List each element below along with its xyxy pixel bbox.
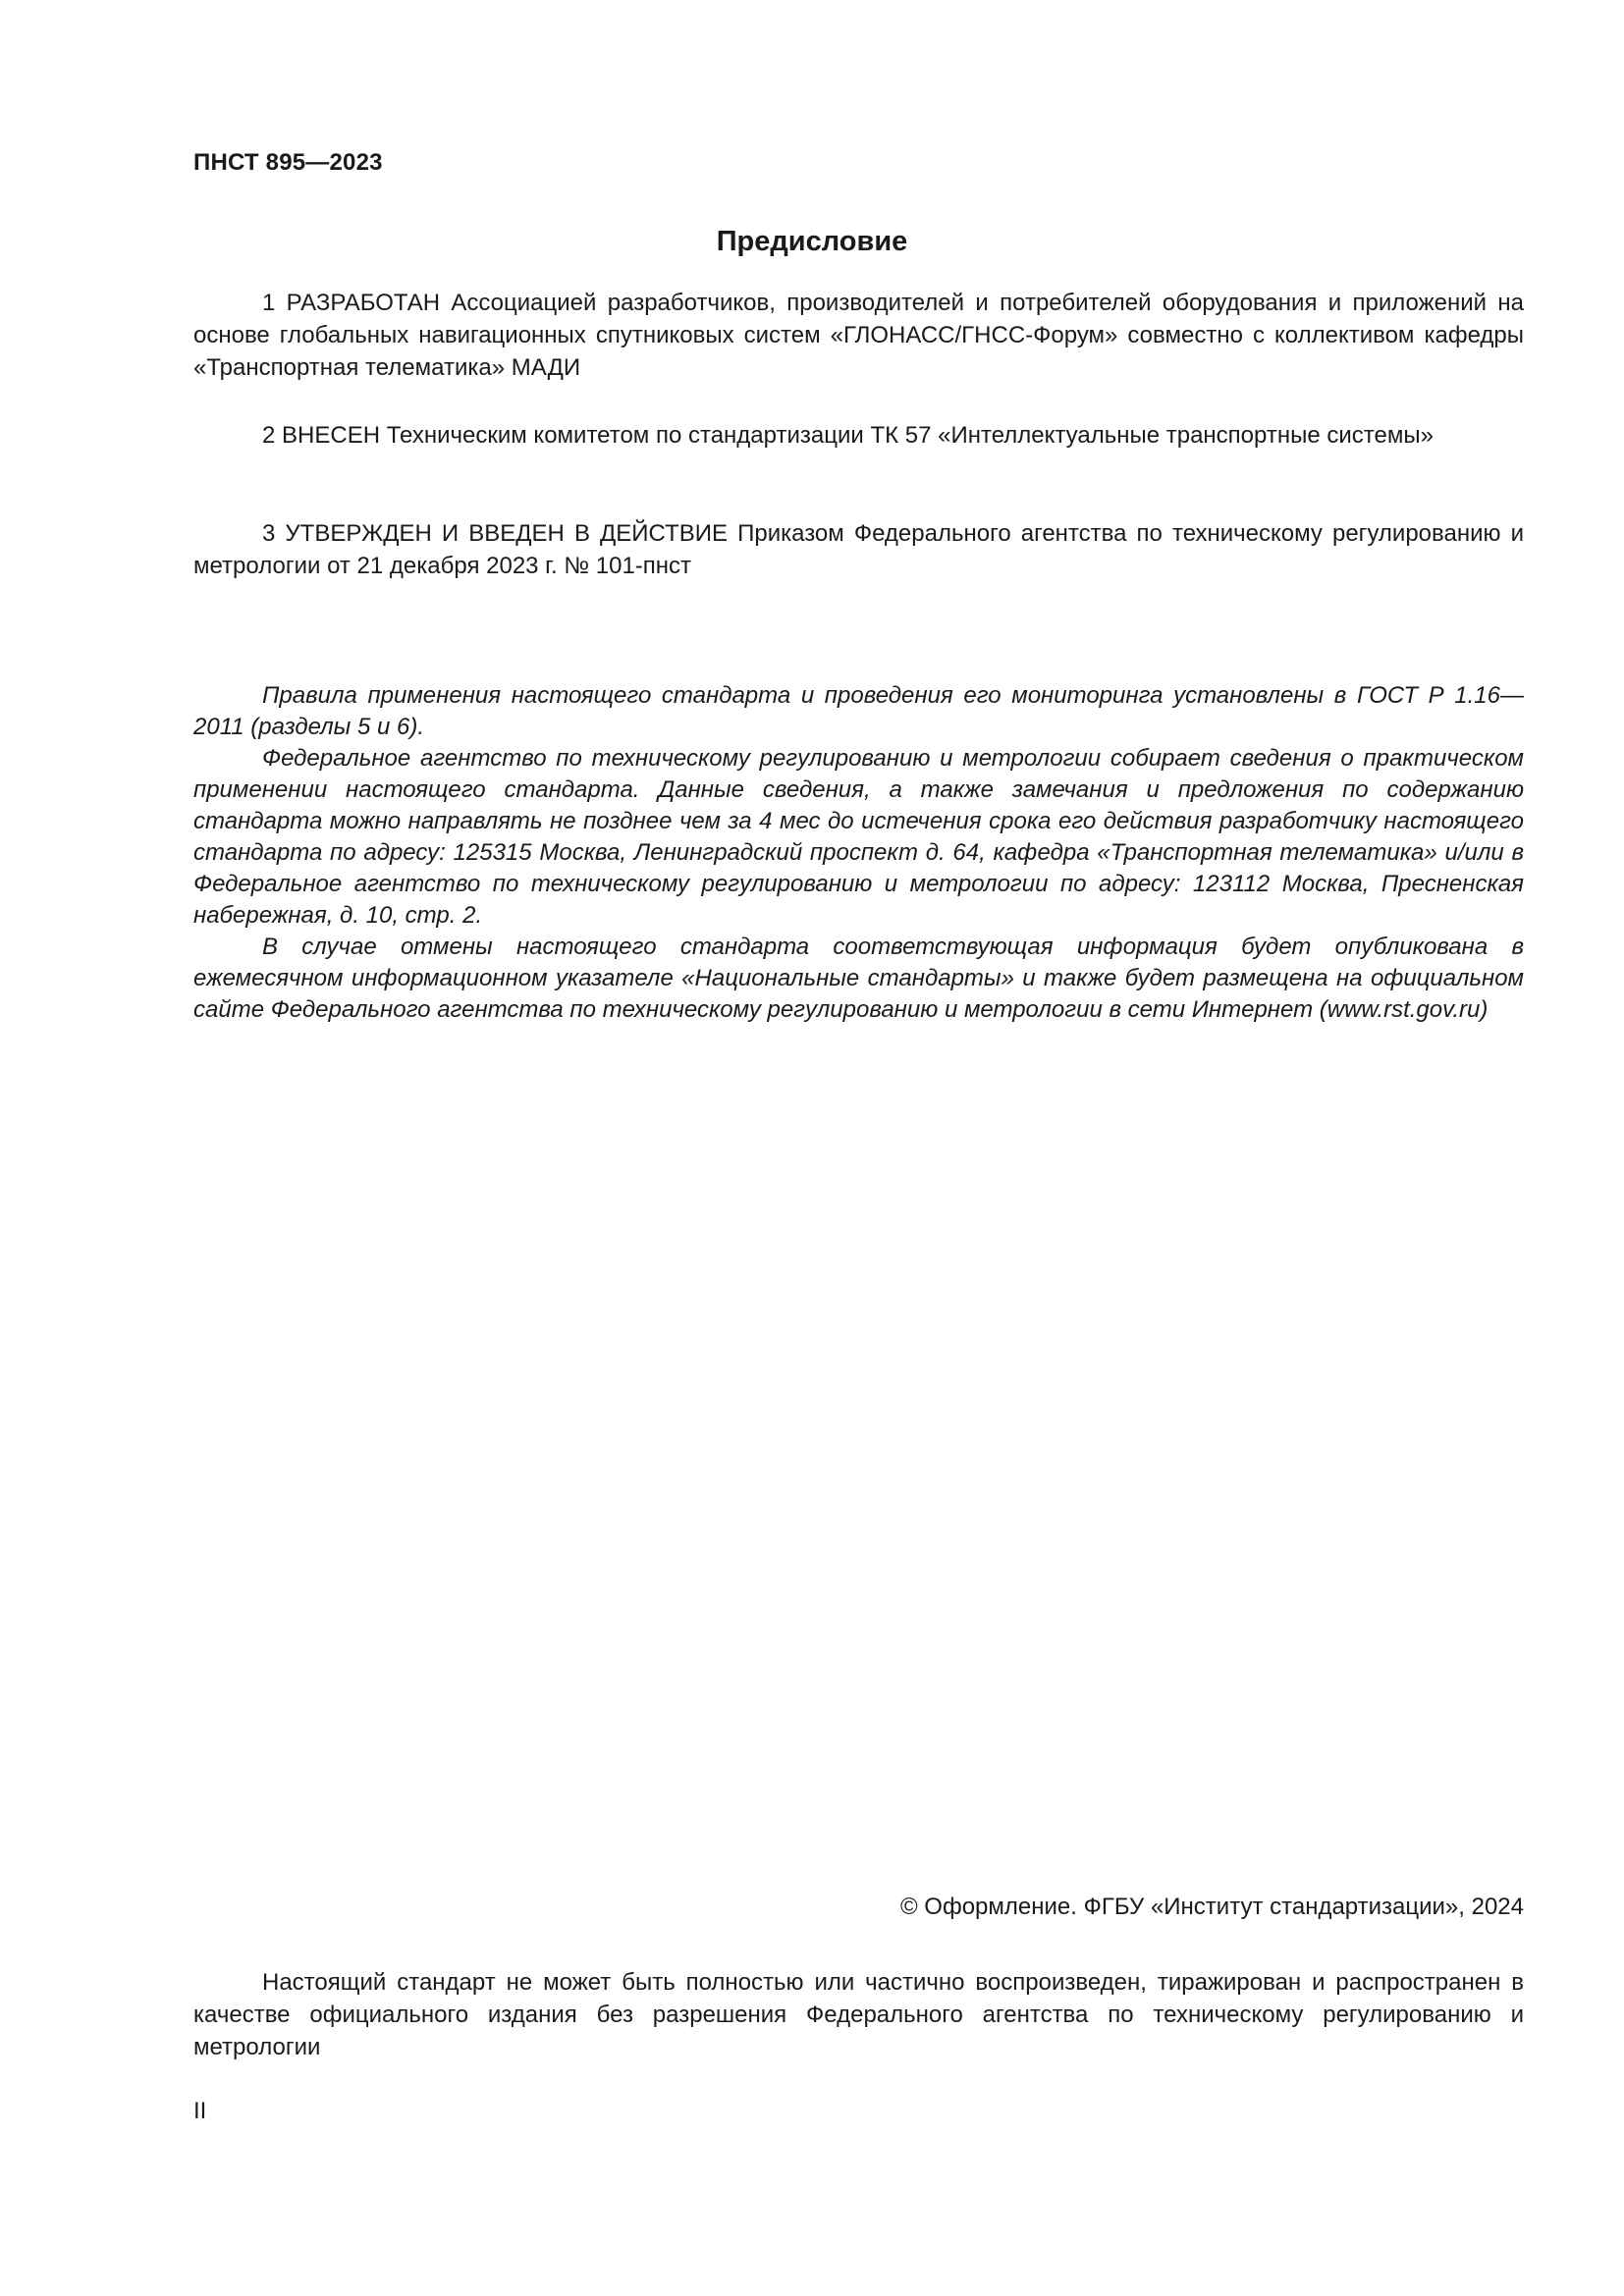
page-title: Предисловие [716, 226, 908, 257]
section-developed: 1 РАЗРАБОТАН Ассоциацией разработчиков, производителей и потребителей оборудования и приложений на основе глобальных навигационных спутниковых систем «ГЛОНАСС/ГНСС-Форум» совместно с коллективом кафедры «Транспортная телематика» МАДИ [193, 290, 1524, 381]
copyright-line: © Оформление. ФГБУ «Институт стандартизации», 2024 [899, 1894, 1524, 1920]
note-rules: Правила применения настоящего стандарта и проведения его мониторинга установлены в ГОСТ Р 1.16—2011 (разделы 5 и 6). [193, 682, 1524, 740]
section-introduced: 2 ВНЕСЕН Техническим комитетом по стандартизации ТК 57 «Интеллектуальные транспортные системы» [262, 422, 1434, 449]
standard-code: ПНСТ 895—2023 [193, 149, 383, 176]
reproduction-notice: Настоящий стандарт не может быть полностью или частично воспроизведен, тиражирован и распространен в качестве официального издания без разрешения Федерального агентства по техническому регулированию и метрологии [193, 1969, 1524, 2060]
italic-notes [193, 680, 1524, 1026]
note-feedback: Федеральное агентство по техническому регулированию и метрологии собирает сведения о практическом применении настоящего стандарта. Данные сведения, а также замечания и предложения по содержанию стандарта можно направлять не позднее чем за 4 мес до истечения срока его действия разработчику настоящего стандарта по адресу: 125315 Москва, Ленинградский проспект д. 64, кафедра «Транспортная телематика» и/или в Федеральное агентство по техническому регулированию и метрологии по адресу: 123112 Москва, Пресненская набережная, д. 10, стр. 2. [193, 745, 1524, 929]
page-number: II [193, 2098, 207, 2124]
section-approved: 3 УТВЕРЖДЕН И ВВЕДЕН В ДЕЙСТВИЕ Приказом Федерального агентства по техническому регулированию и метрологии от 21 декабря 2023 г. № 101-пнст [193, 520, 1524, 579]
note-cancellation: В случае отмены настоящего стандарта соответствующая информация будет опубликована в ежемесячном информационном указателе «Национальные стандарты» и также будет размещена на официальном сайте Федерального агентства по техническому регулированию и метрологии в сети Интернет (www.rst.gov.ru) [193, 934, 1524, 1023]
